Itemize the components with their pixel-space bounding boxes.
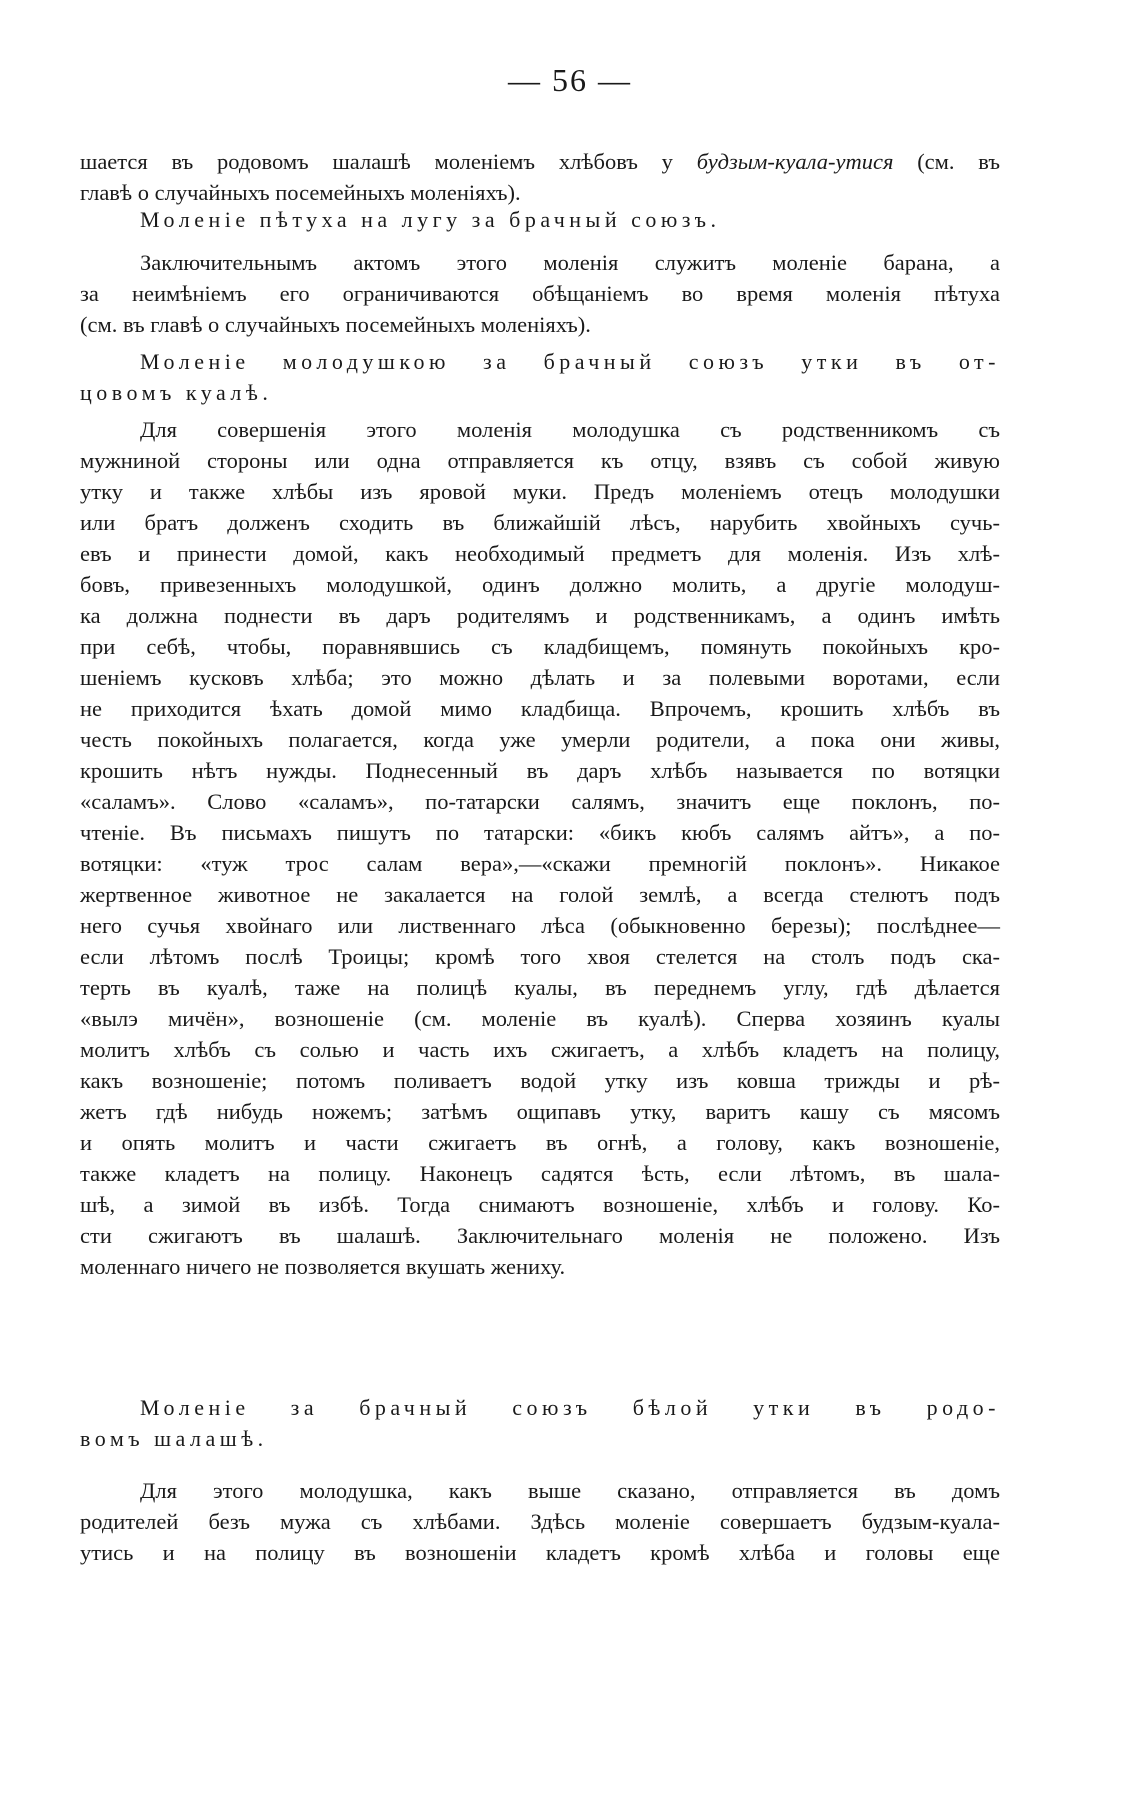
- intro-paragraph: [80, 146, 1000, 208]
- paragraph-2: [80, 414, 1000, 1282]
- text-line: Для совершенія этого моленія молодушка съ родственникомъ съ: [140, 417, 1000, 442]
- text-line: если лѣтомъ послѣ Троицы; кромѣ того хвоя стелется на столъ подъ ска-: [80, 944, 1000, 969]
- paragraph-1: [80, 247, 1000, 340]
- text-line: (см. въ главѣ о случайныхъ посемейныхъ моленіяхъ).: [80, 312, 591, 337]
- text-line: «саламъ». Слово «саламъ», по-татарски салямъ, значитъ еще поклонъ, по-: [80, 789, 1000, 814]
- text-line: утись и на полицу въ возношеніи кладетъ кромѣ хлѣба и головы еще: [80, 1540, 1000, 1565]
- text-line: вотяцки: «туж трос салам вера»,—«скажи премногій поклонъ». Никакое: [80, 851, 1000, 876]
- text-line: за неимѣніемъ его ограничиваются обѣщаніемъ во время моленія пѣтуха: [80, 281, 1000, 306]
- text-line: мужниной стороны или одна отправляется къ отцу, взявъ съ собой живую: [80, 448, 1000, 473]
- text-line: какъ возношеніе; потомъ поливаетъ водой утку изъ ковша трижды и рѣ-: [80, 1068, 1000, 1093]
- text-line: моленнаго ничего не позволяется вкушать жениху.: [80, 1254, 566, 1279]
- text-line: шается въ родовомъ шалашѣ моленіемъ хлѣбовъ у будзым-куала-утися (см. въ: [80, 149, 1000, 174]
- text-line: сти сжигаютъ въ шалашѣ. Заключительнаго моленія не положено. Изъ: [80, 1223, 1000, 1248]
- text-line: не приходится ѣхать домой мимо кладбища. Впрочемъ, крошить хлѣбъ въ: [80, 696, 1000, 721]
- text-line: евъ и принести домой, какъ необходимый предметъ для моленія. Изъ хлѣ-: [80, 541, 1000, 566]
- text-line: крошить нѣтъ нужды. Поднесенный въ даръ хлѣбъ называется по вотяцки: [80, 758, 1000, 783]
- text-line: «вылэ мичён», возношеніе (см. моленіе въ куалѣ). Сперва хозяинъ куалы: [80, 1006, 1000, 1031]
- heading-line: Моленіе за брачный союзъ бѣлой утки въ родо-: [140, 1395, 1000, 1420]
- page-number: — 56 —: [508, 62, 632, 98]
- section-heading-3: [80, 1392, 1000, 1454]
- heading-line: Моленіе молодушкою за брачный союзъ утки въ от-: [140, 349, 1000, 374]
- text-line: Заключительнымъ актомъ этого моленія служитъ моленіе барана, а: [140, 250, 1000, 275]
- section-heading-1: [80, 204, 1000, 235]
- text-line: честь покойныхъ полагается, когда уже умерли родители, а пока они живы,: [80, 727, 1000, 752]
- section-heading-2: [80, 346, 1000, 408]
- text-line: жетъ гдѣ нибудь ножемъ; затѣмъ ощипавъ утку, варитъ кашу съ мясомъ: [80, 1099, 1000, 1124]
- text-line: бовъ, привезенныхъ молодушкой, одинъ должно молить, а другіе молодуш-: [80, 572, 1000, 597]
- paragraph-3: [80, 1475, 1000, 1568]
- text-line: при себѣ, чтобы, поравнявшись съ кладбищемъ, помянуть покойныхъ кро-: [80, 634, 1000, 659]
- text-line: чтеніе. Въ письмахъ пишутъ по татарски: «бикъ кюбъ салямъ айтъ», а по-: [80, 820, 1000, 845]
- heading-line: вомъ шалашѣ.: [80, 1426, 268, 1451]
- text-line: Для этого молодушка, какъ выше сказано, отправляется въ домъ: [140, 1478, 1000, 1503]
- heading-line: Моленіе пѣтуха на лугу за брачный союзъ.: [140, 207, 721, 232]
- text-line: родителей безъ мужа съ хлѣбами. Здѣсь моленіе совершаетъ будзым-куала-: [80, 1509, 1000, 1534]
- text-line: или братъ долженъ сходить въ ближайшій лѣсъ, нарубить хвойныхъ сучь-: [80, 510, 1000, 535]
- text-line: ка должна поднести въ даръ родителямъ и родственникамъ, а одинъ имѣть: [80, 603, 1000, 628]
- text-line: терть въ куалѣ, таже на полицѣ куалы, въ переднемъ углу, гдѣ дѣлается: [80, 975, 1000, 1000]
- italic-term: будзым-куала-утися: [696, 149, 894, 174]
- text-line: утку и также хлѣбы изъ яровой муки. Предъ моленіемъ отецъ молодушки: [80, 479, 1000, 504]
- text-line: молитъ хлѣбъ съ солью и часть ихъ сжигаетъ, а хлѣбъ кладетъ на полицу,: [80, 1037, 1000, 1062]
- text-line: него сучья хвойнаго или лиственнаго лѣса (обыкновенно березы); послѣднее—: [80, 913, 1000, 938]
- text-line: шѣ, а зимой въ избѣ. Тогда снимаютъ возношеніе, хлѣбъ и голову. Ко-: [80, 1192, 1000, 1217]
- text-line: шеніемъ кусковъ хлѣба; это можно дѣлать и за полевыми воротами, если: [80, 665, 1000, 690]
- text-line: и опять молитъ и части сжигаетъ въ огнѣ, а голову, какъ возношеніе,: [80, 1130, 1000, 1155]
- text-line: главѣ о случайныхъ посемейныхъ моленіяхъ).: [80, 180, 521, 205]
- heading-line: цовомъ куалѣ.: [80, 380, 273, 405]
- text-line: жертвенное животное не закалается на голой землѣ, а всегда стелютъ подъ: [80, 882, 1000, 907]
- text-line: также кладетъ на полицу. Наконецъ садятся ѣсть, если лѣтомъ, въ шала-: [80, 1161, 1000, 1186]
